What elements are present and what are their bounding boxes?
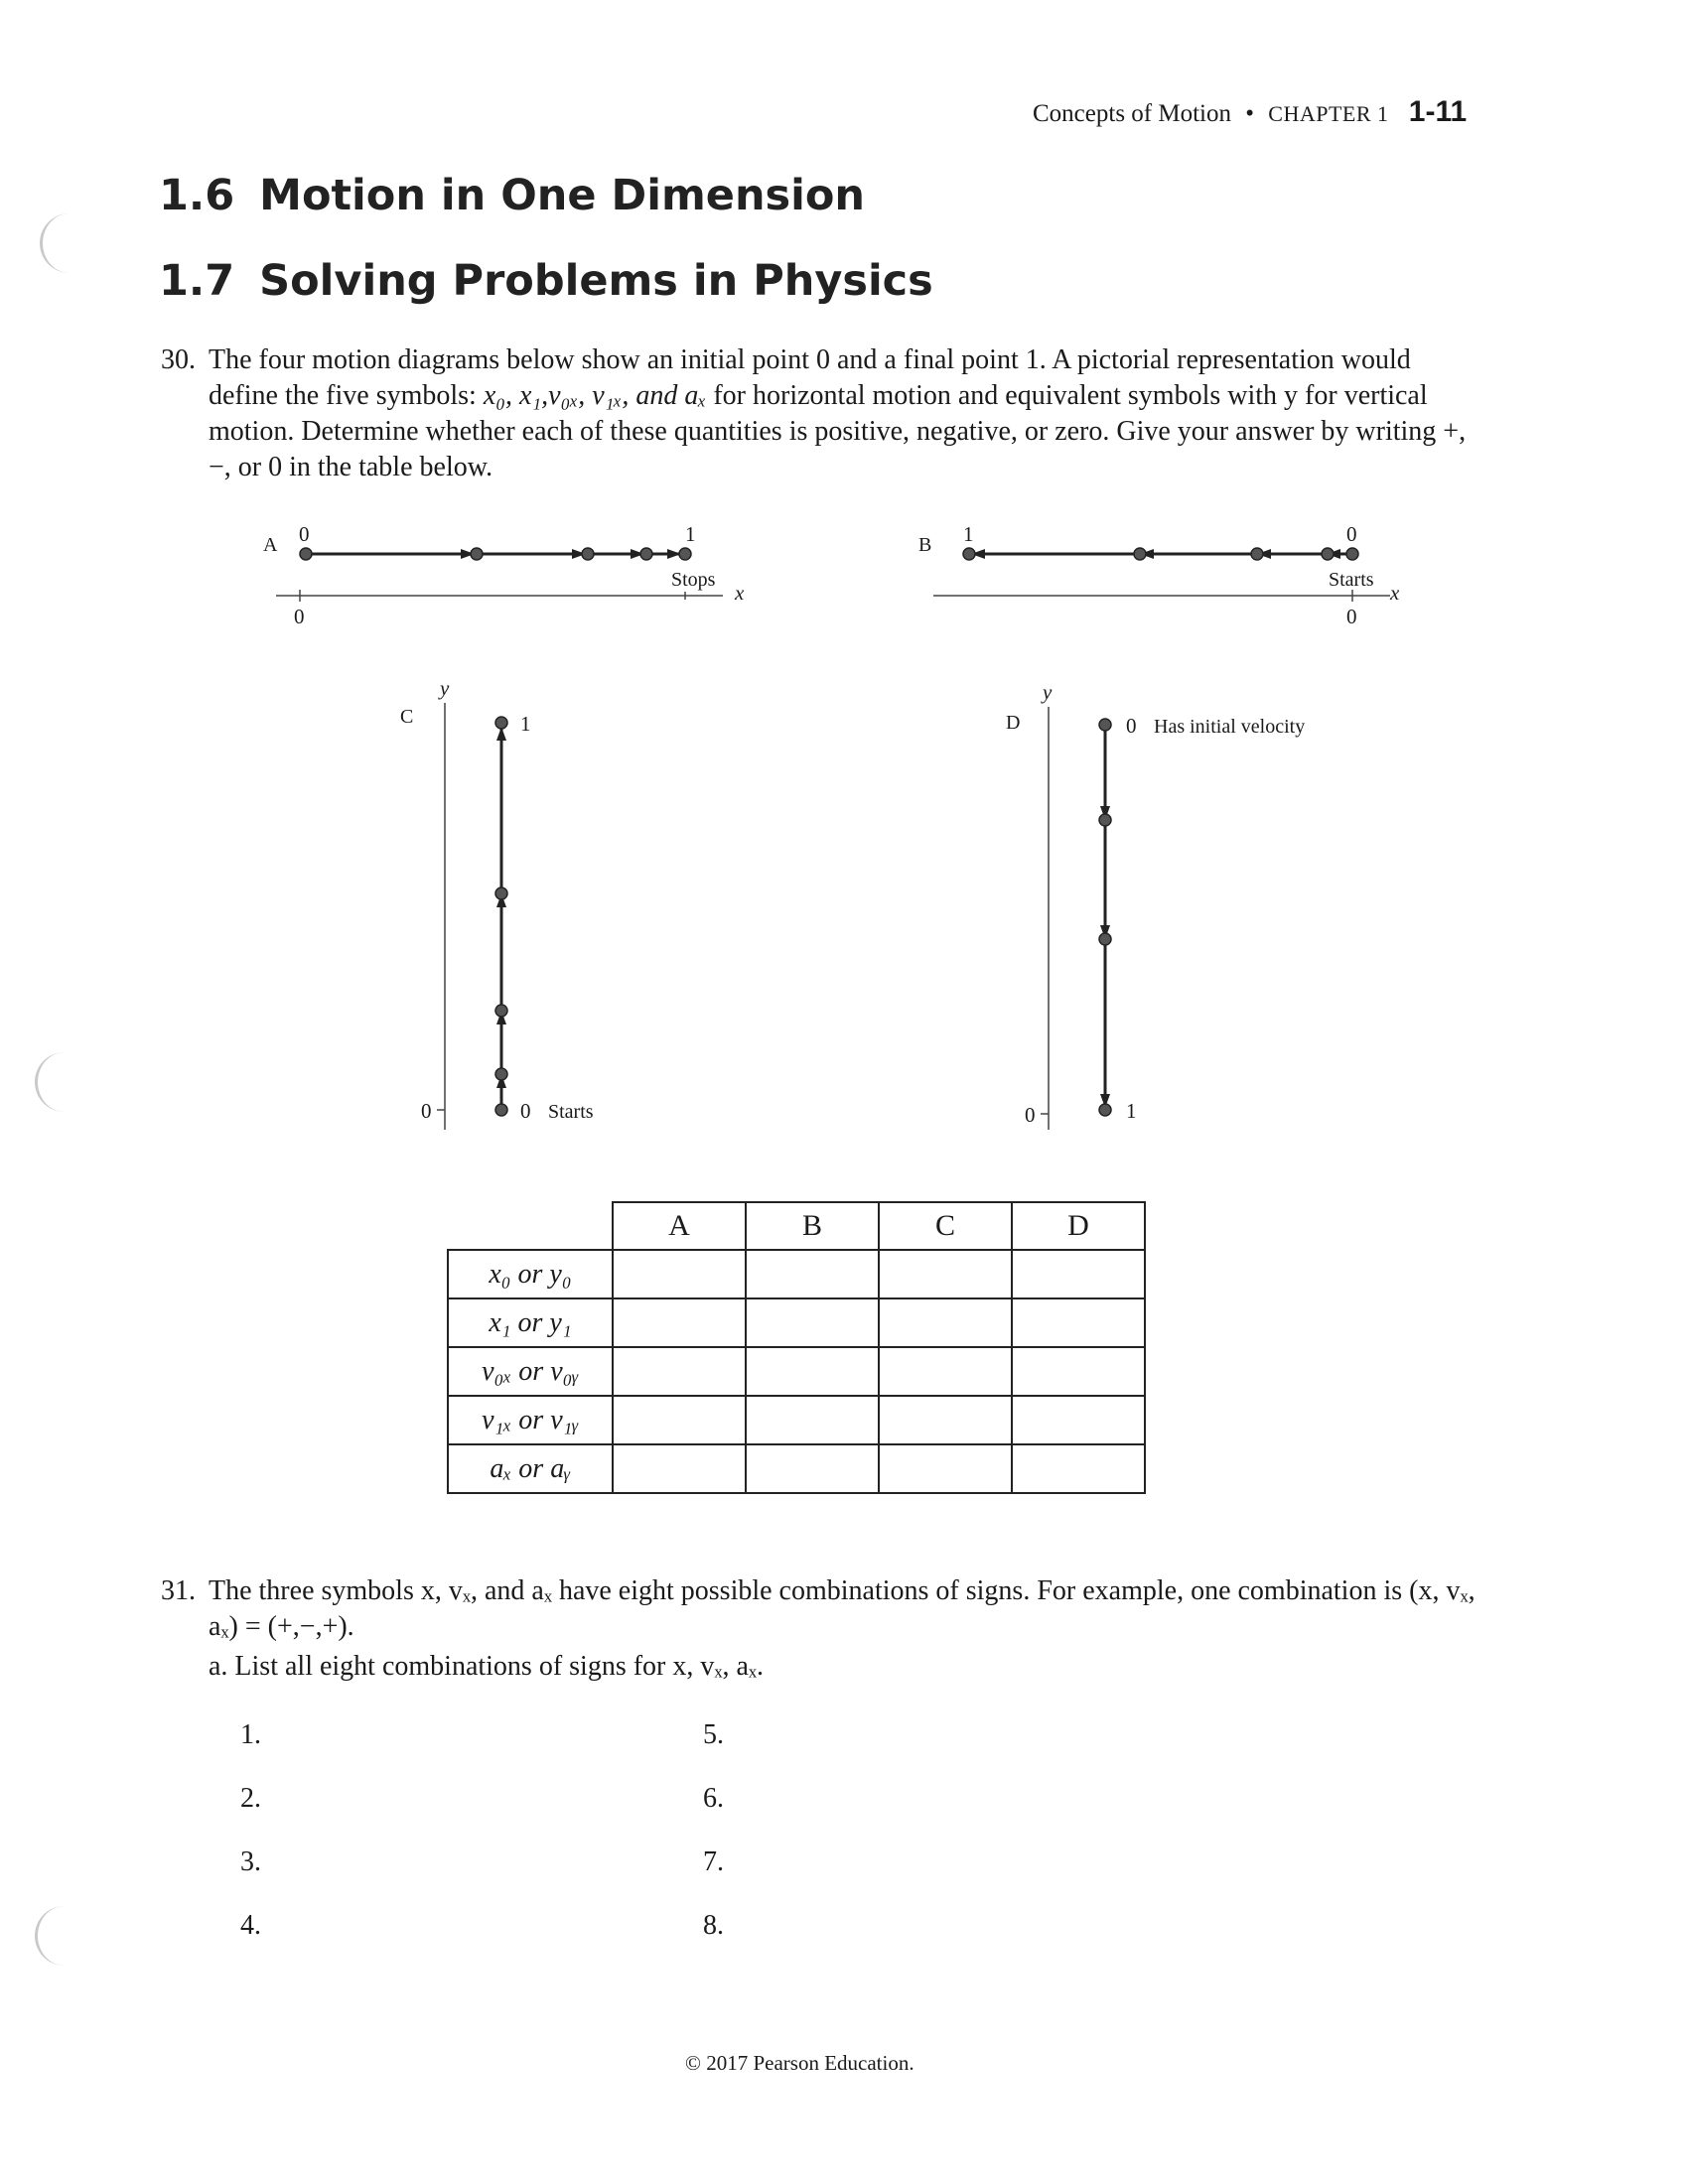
list-item: 6.	[703, 1783, 724, 1814]
diagram-c-dot	[495, 887, 507, 899]
section-number: 1.6	[159, 171, 235, 220]
diagram-d-start-label: 0	[1126, 714, 1137, 738]
question-text-part: for horizontal motion and equivalent symbols with y for vertical motion. Determine whether each of these quantities is positive, negative, or zero. Give your answer by writing +, −, or 0 in the table below.	[209, 380, 1467, 482]
list-item: 5.	[703, 1719, 724, 1750]
list-item: 1.	[240, 1719, 261, 1750]
diagram-c	[400, 676, 594, 1130]
diagram-c-dot	[495, 717, 507, 729]
header-bullet: •	[1245, 100, 1255, 127]
diagram-d-dot	[1099, 1104, 1111, 1116]
diagram-a-dot	[640, 548, 652, 560]
question-number: 31.	[161, 1575, 196, 1606]
answer-cell[interactable]	[1012, 1250, 1145, 1298]
row-header-position-initial: x₀ or y₀	[448, 1250, 613, 1298]
diagram-b-axis-label: x	[1390, 581, 1400, 605]
question-text: The three symbols x, vₓ, and aₓ have eight possible combinations of signs. For example, one combination is (x, vₓ, aₓ) = (+,−,+).	[209, 1575, 1476, 1642]
diagram-d-dot	[1099, 719, 1111, 731]
diagram-c-dot	[495, 1005, 507, 1017]
answer-cell[interactable]	[613, 1444, 746, 1493]
diagram-d-letter: D	[1006, 712, 1021, 734]
diagram-c-dot	[495, 1068, 507, 1080]
answer-cell[interactable]	[879, 1250, 1012, 1298]
answer-cell[interactable]	[1012, 1396, 1145, 1444]
row-header-position-final: x₁ or y₁	[448, 1298, 613, 1347]
diagram-b-end-label: 1	[963, 522, 974, 546]
table-corner	[448, 1202, 613, 1250]
answer-cell[interactable]	[879, 1347, 1012, 1396]
answer-cell[interactable]	[1012, 1444, 1145, 1493]
question-31-part-a: a. List all eight combinations of signs for x, vₓ, aₓ.	[209, 1651, 765, 1682]
table-header-row	[448, 1202, 1145, 1250]
question-symbols: x₀, x₁,v₀ₓ, v₁ₓ, and aₓ	[483, 380, 707, 411]
question-text-part: The four motion diagrams below show an initial point 0 and a final point 1. A pictorial representation would define the five symbols:	[209, 344, 1411, 411]
table-row	[448, 1347, 1145, 1396]
diagram-c-axis-label: y	[440, 676, 450, 700]
answer-cell[interactable]	[613, 1298, 746, 1347]
answer-cell[interactable]	[879, 1298, 1012, 1347]
diagram-a-start-label: 0	[299, 522, 310, 546]
list-item: 2.	[240, 1783, 261, 1814]
list-item: 4.	[240, 1910, 261, 1941]
diagram-d-note: Has initial velocity	[1154, 716, 1306, 738]
diagram-d-origin-label: 0	[1025, 1103, 1036, 1127]
list-item: 3.	[240, 1846, 261, 1877]
chapter-label: CHAPTER 1	[1268, 101, 1389, 126]
answer-cell[interactable]	[746, 1444, 879, 1493]
answer-cell[interactable]	[879, 1396, 1012, 1444]
diagram-d-dot	[1099, 933, 1111, 945]
section-title: Solving Problems in Physics	[259, 256, 933, 306]
diagram-d	[1006, 680, 1305, 1130]
diagram-c-start-label: 0	[520, 1099, 531, 1123]
answer-cell[interactable]	[1012, 1298, 1145, 1347]
diagram-c-letter: C	[400, 706, 414, 728]
table-row	[448, 1298, 1145, 1347]
diagram-b-note: Starts	[1329, 569, 1374, 591]
column-header-c: C	[879, 1202, 1012, 1250]
diagram-d-axis-label: y	[1043, 680, 1053, 704]
diagram-b	[918, 522, 1400, 628]
diagram-d-end-label: 1	[1126, 1099, 1137, 1123]
diagram-c-dot	[495, 1104, 507, 1116]
answer-cell[interactable]	[613, 1347, 746, 1396]
page-number: 1-11	[1408, 95, 1468, 128]
diagram-c-note: Starts	[548, 1101, 594, 1123]
column-header-a: A	[613, 1202, 746, 1250]
answer-cell[interactable]	[746, 1396, 879, 1444]
diagram-a-origin-label: 0	[294, 605, 305, 628]
diagram-c-origin-label: 0	[421, 1099, 432, 1123]
diagram-b-letter: B	[918, 534, 932, 556]
answer-cell[interactable]	[746, 1347, 879, 1396]
row-header-velocity-final: v₁ₓ or v₁ᵧ	[448, 1396, 613, 1444]
diagram-b-dot	[1346, 548, 1358, 560]
list-item: 7.	[703, 1846, 724, 1877]
answer-cell[interactable]	[879, 1444, 1012, 1493]
diagram-b-dot	[1134, 548, 1146, 560]
diagram-b-dot	[963, 548, 975, 560]
diagram-b-origin-label: 0	[1346, 605, 1357, 628]
diagram-a	[263, 522, 745, 628]
running-title: Concepts of Motion	[1033, 100, 1231, 127]
row-header-velocity-initial: v₀ₓ or v₀ᵧ	[448, 1347, 613, 1396]
section-title: Motion in One Dimension	[259, 171, 866, 220]
answer-table	[447, 1201, 1146, 1494]
diagram-a-dot	[679, 548, 691, 560]
list-item: 8.	[703, 1910, 724, 1941]
margin-mark	[35, 1906, 77, 1966]
answer-cell[interactable]	[613, 1396, 746, 1444]
diagram-b-dot	[1251, 548, 1263, 560]
table-row	[448, 1396, 1145, 1444]
diagram-b-start-label: 0	[1346, 522, 1357, 546]
section-number: 1.7	[159, 256, 235, 306]
answer-cell[interactable]	[746, 1298, 879, 1347]
diagram-a-dot	[300, 548, 312, 560]
diagram-a-letter: A	[263, 534, 278, 556]
answer-cell[interactable]	[613, 1250, 746, 1298]
answer-cell[interactable]	[1012, 1347, 1145, 1396]
answer-cell[interactable]	[746, 1250, 879, 1298]
diagram-a-axis-label: x	[735, 581, 745, 605]
table-row	[448, 1250, 1145, 1298]
diagram-a-note: Stops	[671, 569, 716, 591]
diagram-d-dot	[1099, 814, 1111, 826]
diagram-c-end-label: 1	[520, 712, 531, 736]
diagram-a-end-label: 1	[685, 522, 696, 546]
diagram-a-dot	[582, 548, 594, 560]
question-number: 30.	[161, 344, 196, 375]
copyright-footer: © 2017 Pearson Education.	[685, 2051, 914, 2075]
column-header-d: D	[1012, 1202, 1145, 1250]
column-header-b: B	[746, 1202, 879, 1250]
table-row	[448, 1444, 1145, 1493]
diagram-a-dot	[471, 548, 483, 560]
row-header-acceleration: aₓ or aᵧ	[448, 1444, 613, 1493]
diagram-b-dot	[1322, 548, 1334, 560]
